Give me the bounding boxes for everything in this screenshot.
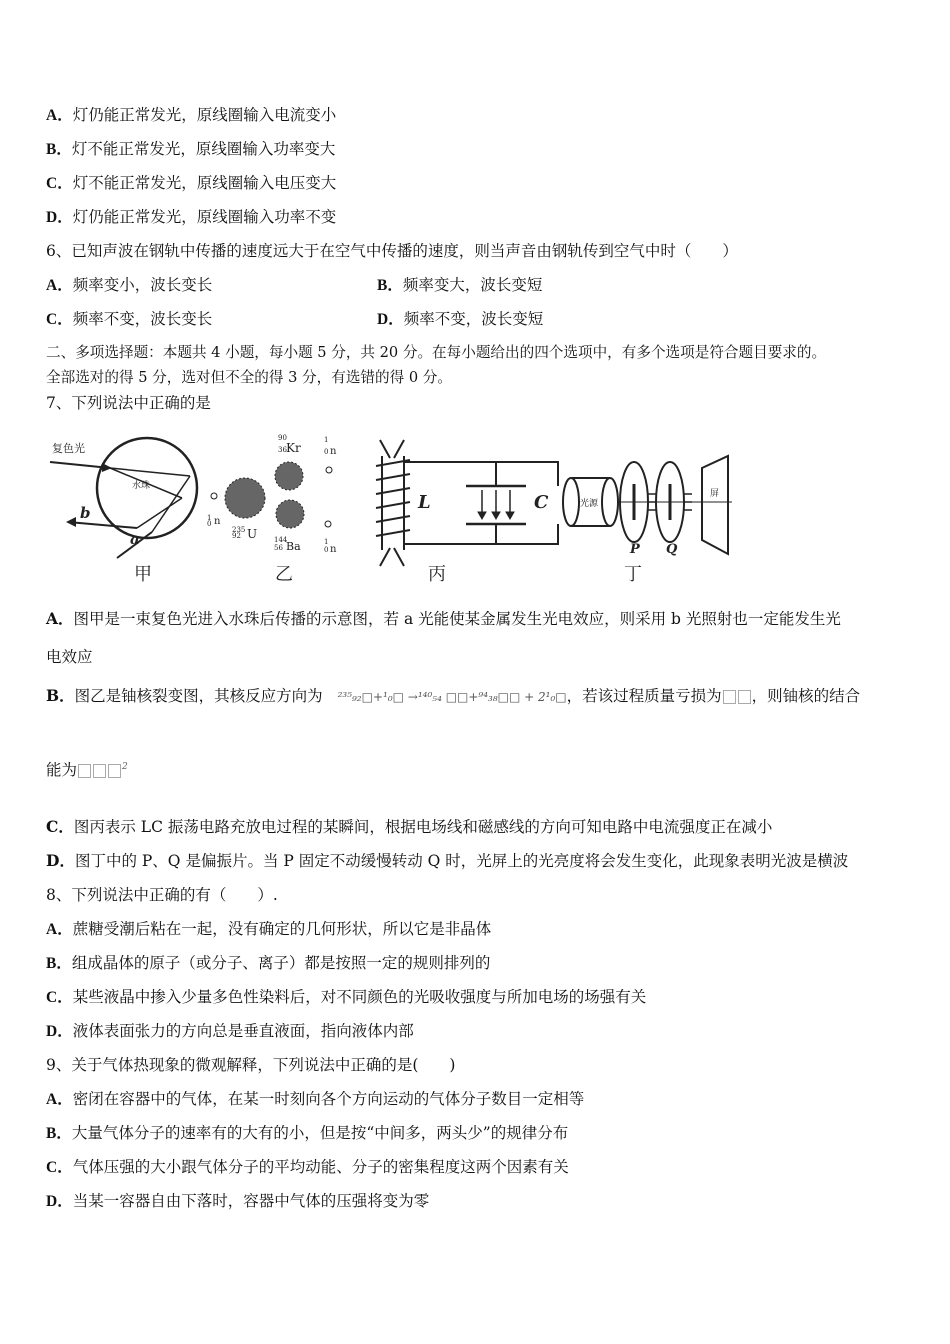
inductor-label: L — [418, 492, 431, 513]
svg-text:n: n — [214, 516, 221, 527]
q5-option-c: C．灯不能正常发光，原线圈输入电压变大 — [46, 174, 337, 192]
q6-option-a: A．频率变小，波长变长 — [46, 276, 213, 294]
svg-text:1: 1 — [324, 436, 329, 444]
polarizer-q-label: Q — [666, 542, 678, 557]
q6-stem: 6、已知声波在钢轨中传播的速度远大于在空气中传播的速度，则当声音由钢轨传到空气中时（ ） — [46, 242, 738, 260]
q7-stem: 7、下列说法中正确的是 — [46, 394, 211, 412]
q6-option-c: C．频率不变，波长变长 — [46, 310, 213, 328]
q8-option-b: B．组成晶体的原子（或分子、离子）都是按照一定的规则排列的 — [46, 954, 491, 972]
svg-text:0: 0 — [207, 520, 212, 528]
q7-option-a-line2: 电效应 — [46, 648, 93, 666]
svg-text:36: 36 — [278, 446, 287, 454]
q7-option-b-line2: 能为 $^2$ — [46, 761, 128, 779]
svg-text:144: 144 — [274, 536, 288, 544]
fused-light-label: 复色光 — [52, 442, 85, 455]
uranium-label: U — [247, 527, 258, 541]
svg-text:0: 0 — [324, 448, 329, 456]
figure-bing — [376, 440, 558, 585]
q7-option-a-line1: A．图甲是一束复色光进入水珠后传播的示意图，若 a 光能使某金属发生光电效应，则采用 b 光照射也一定能发生光 — [46, 609, 841, 628]
q9-option-c: C．气体压强的大小跟气体分子的平均动能、分子的密集程度这两个因素有关 — [46, 1158, 569, 1176]
svg-text:n: n — [330, 446, 337, 457]
caption-ding: 丁 — [624, 564, 642, 585]
q9-stem: 9、关于气体热现象的微观解释，下列说法中正确的是( ) — [46, 1056, 456, 1074]
capacitor-label: C — [534, 492, 549, 513]
q8-option-d: D．液体表面张力的方向总是垂直液面，指向液体内部 — [46, 1022, 414, 1040]
q9-option-d: D．当某一容器自由下落时，容器中气体的压强将变为零 — [46, 1192, 430, 1210]
q6-option-d: D．频率不变，波长变短 — [377, 310, 544, 328]
caption-jia: 甲 — [134, 564, 152, 585]
svg-text:92: 92 — [232, 532, 241, 540]
q8-option-c: C．某些液晶中掺入少量多色性染料后，对不同颜色的光吸收强度与所加电场的场强有关 — [46, 988, 647, 1006]
q6-option-b: B．频率变大，波长变短 — [377, 276, 543, 294]
figure-ding — [563, 456, 732, 585]
svg-text:1: 1 — [207, 514, 212, 522]
q9-option-b: B．大量气体分子的速率有的大有的小，但是按“中间多，两头少”的规律分布 — [46, 1124, 569, 1142]
caption-bing: 丙 — [428, 564, 446, 585]
ray-b-label: b — [80, 504, 91, 522]
q7-figure — [42, 428, 742, 588]
section2-line1: 二、多项选择题：本题共 4 小题，每小题 5 分，共 20 分。在每小题给出的四个选项中，有多个选项是符合题目要求的。 — [46, 344, 827, 361]
water-drop-label: 水珠 — [132, 481, 151, 491]
figure-yi — [207, 434, 337, 585]
fission-equation: ²³⁵₉₂□+¹₀□ →¹⁴⁰₅₄ □□+⁹⁴₃₈□□ + 2¹₀□ — [337, 690, 567, 704]
q7-option-b-line1: B．图乙是铀核裂变图，其核反应方向为 ²³⁵₉₂□+¹₀□ →¹⁴⁰₅₄ □□+⁹⁴₃₈□□ + 2¹₀□，若该过程质量亏损为 ，则铀核的结合 — [46, 686, 861, 705]
ray-a-label: a — [130, 530, 140, 548]
figure-jia — [50, 438, 197, 585]
krypton-label: Kr — [286, 441, 301, 455]
svg-text:235: 235 — [232, 526, 246, 534]
barium-label: Ba — [286, 540, 301, 553]
q5-option-b: B．灯不能正常发光，原线圈输入功率变大 — [46, 140, 336, 158]
svg-text:0: 0 — [324, 546, 329, 554]
q7-option-d: D．图丁中的 P、Q 是偏振片。当 P 固定不动缓慢转动 Q 时，光屏上的光亮度将会发生变化，此现象表明光波是横波 — [46, 851, 849, 870]
q9-option-a: A．密闭在容器中的气体，在某一时刻向各个方向运动的气体分子数目一定相等 — [46, 1090, 585, 1108]
svg-text:1: 1 — [324, 538, 329, 546]
caption-yi: 乙 — [275, 564, 293, 585]
screen-label: 屏 — [710, 489, 720, 499]
section2-line2: 全部选对的得 5 分，选对但不全的得 3 分，有选错的得 0 分。 — [46, 369, 452, 386]
q5-option-a: A．灯仍能正常发光，原线圈输入电流变小 — [46, 106, 337, 124]
svg-text:n: n — [330, 544, 337, 555]
svg-text:90: 90 — [278, 434, 287, 442]
q7-option-c: C．图丙表示 LC 振荡电路充放电过程的某瞬间，根据电场线和磁感线的方向可知电路中电流强度正在减小 — [46, 817, 773, 836]
light-source-label: 光源 — [580, 499, 599, 509]
svg-text:56: 56 — [274, 544, 283, 552]
q5-option-d: D．灯仍能正常发光，原线圈输入功率不变 — [46, 208, 337, 226]
polarizer-p-label: P — [630, 542, 640, 557]
q8-option-a: A．蔗糖受潮后粘在一起，没有确定的几何形状，所以它是非晶体 — [46, 920, 492, 938]
q8-stem: 8、下列说法中正确的有（ ）. — [46, 886, 278, 904]
